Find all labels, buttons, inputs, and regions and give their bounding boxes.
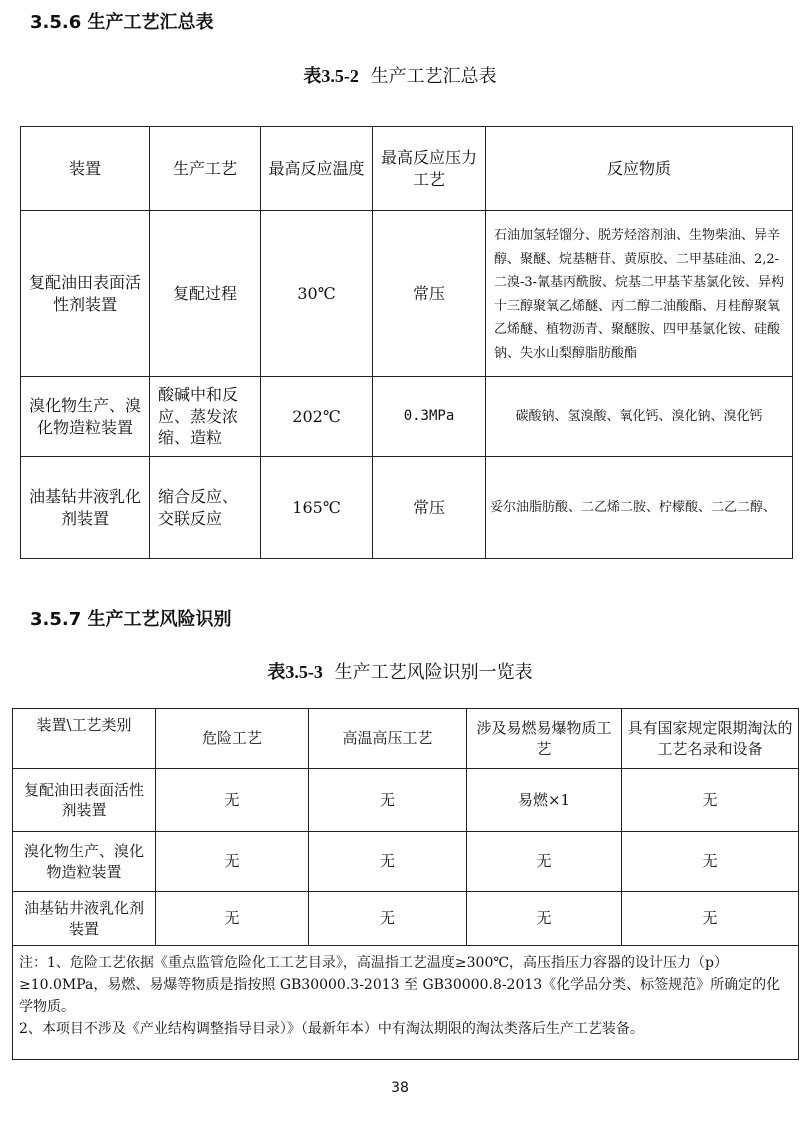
cell-hthp: 无: [309, 892, 467, 946]
cell-hazard: 无: [156, 769, 309, 832]
note-line-1: 注：1、危险工艺依据《重点监管危险化工工艺目录》，高温指工艺温度≥300℃，高压指压力容器的设计压力（p）≥10.0MPa，易燃、易爆等物质是指按照 GB30000.3-2013 至 GB30000.8-2013《化学品分类、标签规范》所确定的化学物质。: [19, 955, 781, 1015]
cell-obsolete: 无: [622, 769, 799, 832]
table-row: [21, 457, 793, 559]
section-title: 生产工艺风险识别: [87, 609, 232, 630]
page-number: 38: [391, 1080, 409, 1096]
table-row: [13, 769, 799, 832]
cell-process: 复配过程: [150, 211, 261, 377]
header-max-pressure: 最高反应压力工艺: [373, 127, 486, 211]
table-label: 表3.5-3: [267, 662, 323, 682]
cell-hthp: 无: [309, 832, 467, 892]
section-heading-3-5-7: [30, 605, 232, 631]
table-title: 生产工艺风险识别一览表: [334, 662, 533, 683]
cell-device: 复配油田表面活性剂装置: [13, 769, 156, 832]
cell-materials: 碳酸钠、氢溴酸、氧化钙、溴化钠、溴化钙: [486, 377, 793, 457]
section-heading-3-5-6: [30, 8, 214, 34]
cell-hazard: 无: [156, 832, 309, 892]
cell-pressure: 常压: [373, 211, 486, 377]
header-device-category: 装置\工艺类别: [13, 709, 156, 769]
cell-device: 油基钻井液乳化剂装置: [21, 457, 150, 559]
table-row: [13, 832, 799, 892]
cell-temp: 30℃: [261, 211, 373, 377]
cell-device: 复配油田表面活性剂装置: [21, 211, 150, 377]
header-flammable-process: 涉及易燃易爆物质工艺: [467, 709, 622, 769]
cell-device: 油基钻井液乳化剂装置: [13, 892, 156, 946]
cell-temp: 165℃: [261, 457, 373, 559]
cell-flammable: 易燃×1: [467, 769, 622, 832]
note-line-2: 2、本项目不涉及《产业结构调整指导目录）》（最新年本）中有淘汰期限的淘汰类落后生产工艺装备。: [19, 1021, 644, 1037]
table-row: [13, 892, 799, 946]
cell-hazard: 无: [156, 892, 309, 946]
cell-device: 溴化物生产、溴化物造粒装置: [13, 832, 156, 892]
cell-pressure: 常压: [373, 457, 486, 559]
table-label: 表3.5-2: [303, 66, 359, 86]
section-number: 3.5.6: [30, 12, 82, 33]
table-caption-3-5-2: [0, 62, 800, 88]
table-note: [13, 946, 799, 1060]
table-row: [21, 377, 793, 457]
table-title: 生产工艺汇总表: [370, 66, 497, 87]
cell-device: 溴化物生产、溴化物造粒装置: [21, 377, 150, 457]
risk-identification-table: [12, 708, 799, 1060]
header-hazard-process: 危险工艺: [156, 709, 309, 769]
cell-process: 缩合反应、交联反应: [150, 457, 261, 559]
section-title: 生产工艺汇总表: [87, 12, 214, 33]
cell-obsolete: 无: [622, 832, 799, 892]
header-device: 装置: [21, 127, 150, 211]
header-materials: 反应物质: [486, 127, 793, 211]
cell-pressure: 0.3MPa: [373, 377, 486, 457]
header-max-temp: 最高反应温度: [261, 127, 373, 211]
cell-flammable: 无: [467, 832, 622, 892]
table-note-row: [13, 946, 799, 1060]
cell-materials: 石油加氢轻馏分、脱芳烃溶剂油、生物柴油、异辛醇、聚醚、烷基糖苷、黄原胶、二甲基硅油、2,2-二溴-3-氰基丙酰胺、烷基二甲基苄基氯化铵、异构十三醇聚氧乙烯醚、丙二醇二油酸酯、月桂醇聚氧乙烯醚、植物沥青、聚醚胺、四甲基氯化铵、硅酸钠、失水山梨醇脂肪酸酯: [486, 211, 793, 377]
header-obsolete-process: 具有国家规定限期淘汰的工艺名录和设备: [622, 709, 799, 769]
table-header-row: [13, 709, 799, 769]
cell-temp: 202℃: [261, 377, 373, 457]
cell-process: 酸碱中和反应、蒸发浓缩、造粒: [150, 377, 261, 457]
cell-materials: 妥尔油脂肪酸、二乙烯二胺、柠檬酸、二乙二醇、: [486, 457, 793, 559]
cell-obsolete: 无: [622, 892, 799, 946]
cell-flammable: 无: [467, 892, 622, 946]
section-number: 3.5.7: [30, 609, 82, 630]
header-process: 生产工艺: [150, 127, 261, 211]
cell-hthp: 无: [309, 769, 467, 832]
table-row: [21, 211, 793, 377]
table-header-row: [21, 127, 793, 211]
header-hthp-process: 高温高压工艺: [309, 709, 467, 769]
process-summary-table: [20, 126, 793, 559]
table-caption-3-5-3: [0, 658, 800, 684]
